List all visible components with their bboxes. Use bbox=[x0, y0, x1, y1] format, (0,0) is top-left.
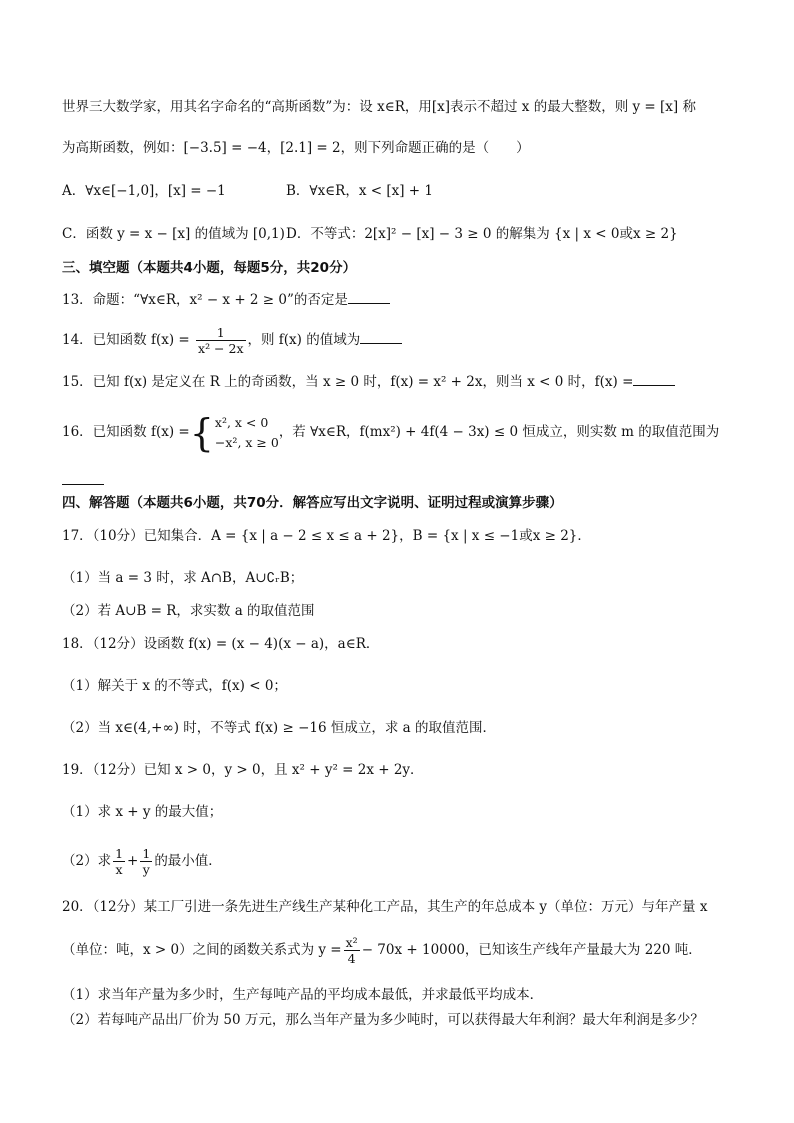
q20-stem-line2 bbox=[62, 930, 702, 970]
q16-cases bbox=[215, 413, 279, 453]
q19-stem: 19．（12分）已知 x > 0，y > 0，且 x² + y² = 2x + 2y． bbox=[62, 762, 424, 778]
q19-fraction-1 bbox=[113, 846, 125, 877]
q19-fraction-1-num: 1 bbox=[115, 846, 124, 861]
q20-part2: （2）若每吨产品出厂价为 50 万元，那么当年产量为多少吨时，可以获得最大年利润？最大年利润是多少？ bbox=[62, 1012, 704, 1028]
q14-suffix: ，则 f(x) 的值域为 bbox=[247, 332, 361, 348]
q19-fraction-1-den: x bbox=[115, 862, 123, 877]
q14-prefix: 14．已知函数 f(x) = bbox=[62, 332, 195, 348]
q19-part1: （1）求 x + y 的最大值； bbox=[62, 804, 223, 820]
piecewise-brace: { bbox=[189, 410, 214, 455]
q20-fraction bbox=[344, 935, 360, 966]
q17-part2: （2）若 A∪B = R，求实数 a 的取值范围 bbox=[62, 603, 315, 619]
q15-text: 15．已知 f(x) 是定义在 R 上的奇函数，当 x ≥ 0 时，f(x) = x² + 2x，则当 x < 0 时，f(x) = bbox=[62, 374, 634, 390]
q18-stem: 18．（12分）设函数 f(x) = (x − 4)(x − a)，a∈R． bbox=[62, 636, 380, 652]
q14-fraction bbox=[196, 325, 245, 356]
q14-fraction-num: 1 bbox=[196, 325, 245, 341]
q16 bbox=[62, 410, 719, 454]
q12-option-d: D．不等式：2[x]² − [x] − 3 ≥ 0 的解集为 {x | x < 0或x ≥ 2} bbox=[286, 226, 678, 242]
q12-option-b: B．∀x∈R，x < [x] + 1 bbox=[286, 183, 433, 199]
q18-part1: （1）解关于 x 的不等式，f(x) < 0； bbox=[62, 678, 287, 694]
q19-part2 bbox=[62, 842, 222, 880]
answer-blank bbox=[360, 331, 402, 344]
q19-fraction-2 bbox=[140, 846, 152, 877]
section-heading-fill-in: 三、填空题（本题共4小题，每题5分，共20分） bbox=[62, 260, 357, 276]
q19-part2-prefix: （2）求 bbox=[62, 853, 112, 869]
q13 bbox=[62, 290, 390, 310]
q14 bbox=[62, 322, 402, 358]
q12-option-c: C．函数 y = x − [x] 的值域为 [0,1) bbox=[62, 226, 285, 242]
q16-prefix: 16．已知函数 f(x) = bbox=[62, 424, 190, 440]
q12-stem-line1: 世界三大数学家，用其名字命名的“高斯函数”为：设 x∈R，用[x]表示不超过 x 的最大整数，则 y = [x] 称 bbox=[62, 99, 696, 115]
q17-part1: （1）当 a = 3 时，求 A∩B，A∪∁ᵣB； bbox=[62, 570, 304, 586]
section-heading-solutions: 四、解答题（本题共6小题，共70分．解答应写出文字说明、证明过程或演算步骤） bbox=[62, 495, 563, 511]
q13-text: 13．命题：“∀x∈R，x² − x + 2 ≥ 0”的否定是 bbox=[62, 292, 348, 308]
q20-stem-line2-suffix: − 70x + 10000，已知该生产线年产量最大为 220 吨． bbox=[361, 942, 702, 958]
q19-part2-suffix: 的最小值． bbox=[154, 853, 222, 869]
q19-fraction-2-den: y bbox=[142, 862, 150, 877]
plus-sign: + bbox=[127, 853, 139, 869]
q16-case1: x², x < 0 bbox=[214, 414, 269, 430]
q15 bbox=[62, 372, 675, 392]
q16-case2: −x², x ≥ 0 bbox=[214, 434, 279, 450]
q19-fraction-2-num: 1 bbox=[142, 846, 151, 861]
q20-stem-line2-prefix: （单位：吨，x > 0）之间的函数关系式为 y = bbox=[62, 942, 342, 958]
q17-stem: 17．（10分）已知集合．A = {x | a − 2 ≤ x ≤ a + 2}，B = {x | x ≤ −1或x ≥ 2}． bbox=[62, 528, 591, 544]
answer-blank bbox=[633, 373, 675, 386]
q18-part2: （2）当 x∈(4,+∞) 时，不等式 f(x) ≥ −16 恒成立，求 a 的取值范围． bbox=[62, 720, 496, 736]
q16-answer-blank bbox=[62, 484, 104, 485]
q12-stem-line2: 为高斯函数，例如：[−3.5] = −4，[2.1] = 2，则下列命题正确的是（ ） bbox=[62, 140, 530, 156]
answer-blank bbox=[348, 291, 390, 304]
q20-stem-line1: 20．（12分）某工厂引进一条先进生产线生产某种化工产品，其生产的年总成本 y（单位：万元）与年产量 x bbox=[62, 899, 708, 915]
q20-part1: （1）求当年产量为多少时，生产每吨产品的平均成本最低，并求最低平均成本． bbox=[62, 987, 544, 1003]
q20-fraction-num: x² bbox=[345, 935, 358, 950]
q16-suffix: ，若 ∀x∈R，f(mx²) + 4f(4 − 3x) ≤ 0 恒成立，则实数 m 的取值范围为 bbox=[278, 424, 720, 440]
q12-option-a: A．∀x∈[−1,0]，[x] = −1 bbox=[62, 183, 226, 199]
q14-fraction-den: x² − 2x bbox=[198, 341, 244, 356]
q20-fraction-den: 4 bbox=[347, 951, 356, 966]
